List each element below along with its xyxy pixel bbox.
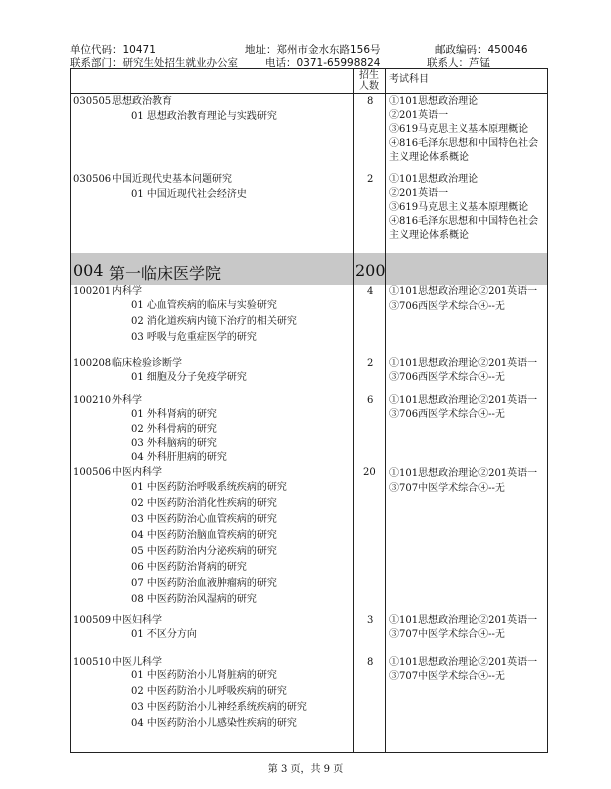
direction-item: 01 中医药防治呼吸系统疾病的研究 bbox=[131, 482, 287, 493]
subject-line: ②201英语一 bbox=[389, 110, 449, 121]
subject-line: ①101思想政治理论②201英语一 bbox=[389, 657, 538, 668]
direction-item: 01 心血管疾病的临床与实验研究 bbox=[131, 300, 277, 311]
direction-item: 03 外科脑病的研究 bbox=[131, 438, 217, 449]
enroll-count: 2 bbox=[367, 174, 374, 185]
program-name: 中医儿科学 bbox=[112, 657, 162, 668]
direction-item: 07 中医药防治血液肿瘤病的研究 bbox=[131, 578, 277, 589]
program-code: 030505 bbox=[73, 96, 112, 107]
program-name: 中医妇科学 bbox=[112, 615, 162, 626]
program-code: 100509 bbox=[73, 615, 112, 626]
subject-line: 主义理论体系概论 bbox=[389, 152, 469, 163]
subject-line: ①101思想政治理论②201英语一 bbox=[389, 395, 538, 406]
program-name: 外科学 bbox=[112, 395, 142, 406]
subject-line: ①101思想政治理论②201英语一 bbox=[389, 468, 538, 479]
program-code: 100210 bbox=[73, 395, 112, 406]
direction-item: 06 中医药防治肾病的研究 bbox=[131, 562, 247, 573]
direction-item: 01 外科肾病的研究 bbox=[131, 409, 217, 420]
direction-item: 02 中医药防治消化性疾病的研究 bbox=[131, 498, 277, 509]
program-code: 100208 bbox=[73, 358, 112, 369]
enroll-count: 20 bbox=[363, 467, 376, 478]
program-name: 中国近现代史基本问题研究 bbox=[112, 174, 232, 185]
subject-line: ③619马克思主义基本原理概论 bbox=[389, 202, 529, 213]
subject-line: ④816毛泽东思想和中国特色社会 bbox=[389, 138, 539, 149]
direction-item: 05 中医药防治内分泌疾病的研究 bbox=[131, 546, 277, 557]
program-name: 思想政治教育 bbox=[112, 96, 172, 107]
subject-line: ③707中医学术综合④--无 bbox=[389, 483, 505, 494]
direction-item: 08 中医药防治风湿病的研究 bbox=[131, 594, 257, 605]
subject-line: ①101思想政治理论 bbox=[389, 96, 479, 107]
program-name: 内科学 bbox=[112, 286, 142, 297]
subject-line: ①101思想政治理论②201英语一 bbox=[389, 286, 538, 297]
program-name: 临床检验诊断学 bbox=[112, 358, 182, 369]
direction-item: 02 中医药防治小儿呼吸疾病的研究 bbox=[131, 686, 287, 697]
college-name: 第一临床医学院 bbox=[109, 264, 222, 283]
subject-line: ④816毛泽东思想和中国特色社会 bbox=[389, 216, 539, 227]
enroll-count: 6 bbox=[367, 395, 374, 406]
enroll-count: 8 bbox=[367, 657, 374, 668]
program-name: 中医内科学 bbox=[112, 467, 162, 478]
subject-line: ①101思想政治理论 bbox=[389, 174, 479, 185]
unit-code: 单位代码：10471 bbox=[70, 44, 156, 56]
direction-item: 04 中医药防治脑血管疾病的研究 bbox=[131, 530, 277, 541]
enroll-count: 4 bbox=[367, 286, 374, 297]
subject-line: 主义理论体系概论 bbox=[389, 230, 469, 241]
direction-item: 01 不区分方向 bbox=[131, 629, 197, 640]
direction-item: 01 细胞及分子免疫学研究 bbox=[131, 372, 247, 383]
subject-line: ①101思想政治理论②201英语一 bbox=[389, 358, 538, 369]
direction-item: 02 外科骨病的研究 bbox=[131, 424, 217, 435]
enroll-header: 招生 人数 bbox=[359, 70, 379, 92]
direction-item: 03 呼吸与危重症医学的研究 bbox=[131, 332, 257, 343]
enroll-count: 2 bbox=[367, 358, 374, 369]
college-code: 004 bbox=[73, 261, 104, 280]
department: 联系部门：研究生处招生就业办公室 bbox=[70, 57, 238, 69]
direction-item: 01 思想政治教育理论与实践研究 bbox=[131, 111, 277, 122]
subject-line: ③619马克思主义基本原理概论 bbox=[389, 124, 529, 135]
direction-item: 01 中国近现代社会经济史 bbox=[131, 189, 247, 200]
subject-line: ③706西医学术综合④--无 bbox=[389, 372, 505, 383]
direction-item: 04 外科肝胆病的研究 bbox=[131, 452, 227, 463]
direction-item: 03 中医药防治小儿神经系统疾病的研究 bbox=[131, 702, 307, 713]
col-divider-1 bbox=[353, 69, 354, 752]
direction-item: 02 消化道疾病内镜下治疗的相关研究 bbox=[131, 316, 297, 327]
program-code: 100506 bbox=[73, 467, 112, 478]
phone: 电话：0371-65998824 bbox=[265, 57, 381, 69]
subject-line: ③707中医学术综合④--无 bbox=[389, 629, 505, 640]
direction-item: 04 中医药防治小儿感染性疾病的研究 bbox=[131, 718, 297, 729]
header-divider bbox=[71, 93, 547, 94]
page-footer: 第 3 页，共 9 页 bbox=[267, 764, 344, 775]
program-code: 100201 bbox=[73, 286, 112, 297]
col-divider-2 bbox=[385, 69, 386, 752]
college-count: 200 bbox=[355, 261, 386, 280]
postcode: 邮政编码：450046 bbox=[435, 44, 528, 56]
address: 地址：郑州市金水东路156号 bbox=[245, 44, 381, 56]
program-code: 030506 bbox=[73, 174, 112, 185]
program-code: 100510 bbox=[73, 657, 112, 668]
contact: 联系人：芦锰 bbox=[427, 57, 490, 69]
direction-item: 03 中医药防治心血管疾病的研究 bbox=[131, 514, 277, 525]
enroll-count: 3 bbox=[367, 615, 374, 626]
direction-item: 01 中医药防治小儿肾脏病的研究 bbox=[131, 670, 277, 681]
subject-line: ①101思想政治理论②201英语一 bbox=[389, 615, 538, 626]
subject-line: ③707中医学术综合④--无 bbox=[389, 671, 505, 682]
subjects-header: 考试科目 bbox=[389, 74, 429, 85]
subject-line: ③706西医学术综合④--无 bbox=[389, 301, 505, 312]
subject-line: ②201英语一 bbox=[389, 188, 449, 199]
program-table bbox=[70, 68, 548, 753]
subject-line: ③706西医学术综合④--无 bbox=[389, 409, 505, 420]
enroll-count: 8 bbox=[367, 96, 374, 107]
